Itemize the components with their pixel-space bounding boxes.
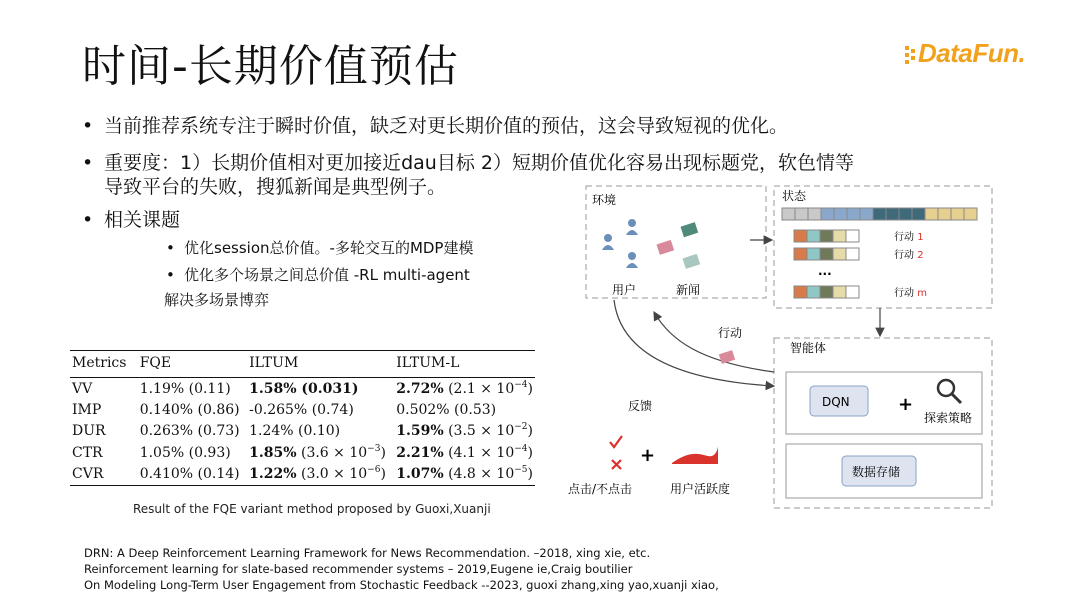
iltum-value: 1.22% xyxy=(249,466,297,482)
iltuml-exponent: −4 xyxy=(514,443,528,454)
iltuml-value: 1.59% xyxy=(396,423,444,440)
iltum-value: 1.58% (0.031) xyxy=(249,380,359,397)
activity-curve-icon xyxy=(672,446,718,464)
header-iltum-l: ILTUM-L xyxy=(394,351,535,378)
header-fqe: FQE xyxy=(138,351,247,378)
iltuml-paren: (4.1 × 10 xyxy=(448,444,515,461)
iltuml-value: 2.21% xyxy=(396,444,444,461)
iltuml-paren: (3.5 × 10 xyxy=(448,423,515,440)
reference-2: Reinforcement learning for slate-based recommender systems – 2019,Eugene ie,Craig boutilier xyxy=(84,562,633,576)
logo-text: DataFun. xyxy=(918,38,1026,68)
sub-bullet-2: • 优化多个场景之间总价值 -RL multi-agent xyxy=(166,266,470,284)
feedback-arrow xyxy=(614,300,774,386)
action-row-1 xyxy=(794,230,859,242)
iltuml-paren: (2.1 × 10 xyxy=(448,380,515,397)
agent-label: 智能体 xyxy=(790,341,827,355)
click-label: 点击/不点击 xyxy=(568,482,633,496)
bullet-3-text: 相关课题 xyxy=(104,209,181,231)
table-row: CVR 0.410% (0.14) 1.22% $(3.0 \times 10^{-6})$ 1.07% $(4.8 \times 10^{-5})$ xyxy=(70,464,535,486)
header-iltum: ILTUM xyxy=(247,351,394,378)
sub-bullet-2-continued xyxy=(164,290,269,310)
iltum-value: 1.24% (0.10) xyxy=(249,423,341,440)
page-title: 时间-长期价值预估 xyxy=(82,41,459,92)
explore-label: 探索策略 xyxy=(924,411,973,425)
sub-bullet-2-text: 优化多个场景之间总价值 -RL multi-agent xyxy=(184,266,470,284)
iltuml-exponent: −2 xyxy=(514,422,528,433)
fqe-value: 1.05% (0.93) xyxy=(139,444,231,461)
metric-name: VV xyxy=(72,380,93,397)
results-table xyxy=(70,350,535,486)
reference-1: DRN: A Deep Reinforcement Learning Framework for News Recommendation. –2018, xing xie, etc. xyxy=(84,546,651,560)
iltum-value: 1.85% xyxy=(249,444,297,461)
action-label: 行动 xyxy=(718,326,743,340)
user-label: 用户 xyxy=(612,283,637,297)
fqe-value: 0.263% (0.73) xyxy=(139,423,240,440)
metric-name: CTR xyxy=(72,444,103,461)
plus-sign-feedback: + xyxy=(640,445,656,466)
iltuml-exponent: −5 xyxy=(514,465,528,475)
users-icon xyxy=(602,219,638,268)
news-icon xyxy=(656,222,700,269)
reference-3: On Modeling Long-Term User Engagement from Stochastic Feedback --2023, guoxi zhang,xing yao,xuanji xiao, xyxy=(84,578,719,592)
rl-diagram xyxy=(560,180,1000,515)
table-caption: Result of the FQE variant method proposed by Guoxi,Xuanji xyxy=(133,502,491,516)
bullet-1: • 当前推荐系统专注于瞬时价值，缺乏对更长期价值的预估，这会导致短视的优化。 xyxy=(82,115,789,137)
action-row-1-label: 行动 1 xyxy=(894,232,924,243)
iltuml-paren: (4.8 × 10 xyxy=(448,466,515,482)
magnifier-icon xyxy=(938,380,961,403)
iltum-value: -0.265% (0.74) xyxy=(249,401,354,418)
ellipsis: ··· xyxy=(818,267,832,281)
storage-label: 数据存储 xyxy=(852,465,901,479)
bullet-2: • 重要度：1）长期价值相对更加接近dau目标 2）短期价值优化容易出现标题党，软色情等 xyxy=(82,152,854,174)
references xyxy=(84,545,719,593)
bullet-2-text: 重要度：1）长期价值相对更加接近dau目标 2）短期价值优化容易出现标题党，软色情等 xyxy=(104,152,854,174)
iltum-exponent: −3 xyxy=(367,443,381,454)
metric-name: IMP xyxy=(72,401,102,418)
iltum-paren: (3.6 × 10 xyxy=(300,444,368,461)
action-row-2-label: 行动 2 xyxy=(894,250,924,261)
iltum-paren: (3.0 × 10 xyxy=(300,466,368,482)
environment-label: 环境 xyxy=(592,193,617,207)
activity-label: 用户活跃度 xyxy=(670,482,731,496)
bullet-2-text-continued: 导致平台的失败，搜狐新闻是典型例子。 xyxy=(104,176,447,198)
plus-sign-agent: + xyxy=(898,394,914,415)
iltuml-exponent: −4 xyxy=(514,379,528,390)
iltuml-value: 0.502% (0.53) xyxy=(396,401,497,418)
action-row-2 xyxy=(794,248,859,260)
fqe-value: 0.140% (0.86) xyxy=(139,401,240,418)
action-arrow xyxy=(654,312,774,372)
feedback-label: 反馈 xyxy=(628,399,653,413)
header-metrics: Metrics xyxy=(70,351,138,378)
table-row: CTR 1.05% (0.93) 1.85% $(3.6 \times 10^{-3})$ 2.21% $(4.1 \times 10^{-4})$ xyxy=(70,442,535,464)
action-row-m-label: 行动 m xyxy=(894,288,927,299)
sub-bullet-1-text: 优化session总价值。-多轮交互的MDP建模 xyxy=(184,239,474,257)
iltum-exponent: −6 xyxy=(367,465,381,475)
sub-bullet-1: • 优化session总价值。-多轮交互的MDP建模 xyxy=(166,239,474,257)
dqn-label: DQN xyxy=(822,395,850,409)
action-news-icon xyxy=(719,350,735,364)
news-label: 新闻 xyxy=(676,283,701,297)
action-row-m xyxy=(794,286,859,298)
cross-icon xyxy=(612,460,621,469)
fqe-value: 1.19% (0.11) xyxy=(139,380,231,397)
check-icon xyxy=(610,436,622,447)
table-header-row xyxy=(70,351,535,378)
bullet-1-text: 当前推荐系统专注于瞬时价值，缺乏对更长期价值的预估，这会导致短视的优化。 xyxy=(104,115,789,137)
state-vector xyxy=(782,208,977,220)
bullet-3: • 相关课题 xyxy=(82,209,181,231)
bullet-2-continued xyxy=(104,175,446,199)
iltuml-value: 2.72% xyxy=(396,380,444,397)
metric-name: DUR xyxy=(72,423,106,440)
metric-name: CVR xyxy=(70,464,138,486)
table-row: DUR 0.263% (0.73) 1.24% (0.10) 1.59% $(3.5 \times 10^{-2})$ xyxy=(70,421,535,443)
state-label: 状态 xyxy=(782,189,807,203)
sub-bullet-2-text-continued: 解决多场景博弈 xyxy=(164,291,270,309)
table-row: VV 1.19% (0.11) 1.58% (0.031) 2.72% $(2.1 \times 10^{-4})$ xyxy=(70,378,535,400)
iltuml-value: 1.07% xyxy=(396,466,444,482)
table-row xyxy=(70,399,535,421)
fqe-value: 0.410% (0.14) xyxy=(138,464,247,486)
